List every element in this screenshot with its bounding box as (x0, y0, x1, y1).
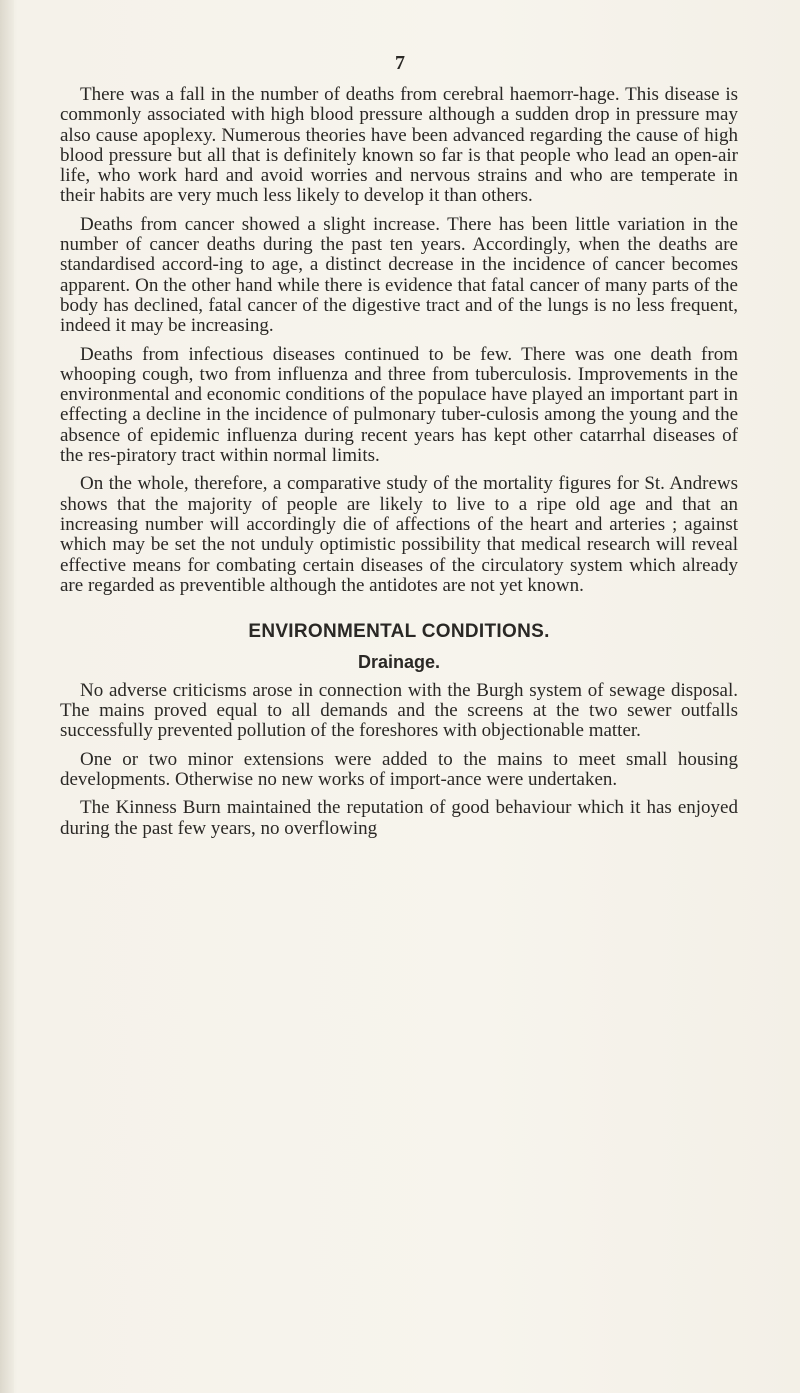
subsection-heading: Drainage. (357, 652, 441, 673)
paragraph-infectious-diseases: Deaths from infectious diseases continued to be few. There was one death from whooping cough, two from influenza and three from tuberculosis. Improvements in the environmental and economic conditions of the populace have played an important part in effecting a decline in the incidence of pulmonary tuber-culosis among the young and the absence of epidemic influenza during recent years has kept other catarrhal diseases of the res-piratory tract within normal limits. (60, 343, 738, 467)
paragraph-kinness-burn: The Kinness Burn maintained the reputation of good behaviour which it has enjoyed during the past few years, no overflowing (60, 797, 738, 839)
paragraph-cancer: Deaths from cancer showed a slight increase. There has been little variation in the number of cancer deaths during the past ten years. Accordingly, when the deaths are standardised accord-ing to age, a distinct decrease in the incidence of cancer becomes apparent. On the other hand while there is evidence that fatal cancer of many parts of the body has declined, fatal cancer of the digestive tract and of the lungs is no less frequent, indeed it may be increasing. (60, 213, 738, 337)
page-number: 7 (395, 52, 405, 74)
paragraph-cerebral-haemorrhage: There was a fall in the number of deaths from cerebral haemorr-hage. This disease is commonly associated with high blood pressure although a sudden drop in pressure may also cause apoplexy. Numerous theories have been advanced regarding the cause of high blood pressure but all that is definitely known so far is that people who lead an open-air life, who work hard and avoid worries and nervous strains and who are temperate in their habits are very much less likely to develop it than others. (60, 84, 738, 207)
paragraph-extensions: One or two minor extensions were added to the mains to meet small housing developments. Otherwise no new works of import-ance were undertaken. (60, 748, 738, 790)
body-text (60, 85, 738, 847)
section-heading: ENVIRONMENTAL CONDITIONS. (248, 621, 550, 643)
paragraph-sewage: No adverse criticisms arose in connection with the Burgh system of sewage disposal. The mains proved equal to all demands and the screens at the two sewer outfalls successfully prevented pollution of the foreshores with objectionable matter. (60, 679, 738, 742)
page-binding-edge (0, 0, 14, 1393)
paragraph-mortality-summary: On the whole, therefore, a comparative study of the mortality figures for St. Andrews shows that the majority of people are likely to live to a ripe old age and that an increasing number will accordingly die of affections of the heart and arteries ; against which may be set the not unduly optimistic possibility that medical research will reveal effective means for combating certain diseases of the circulatory system which already are regarded as preventible although the antidotes are not yet known. (60, 473, 738, 596)
